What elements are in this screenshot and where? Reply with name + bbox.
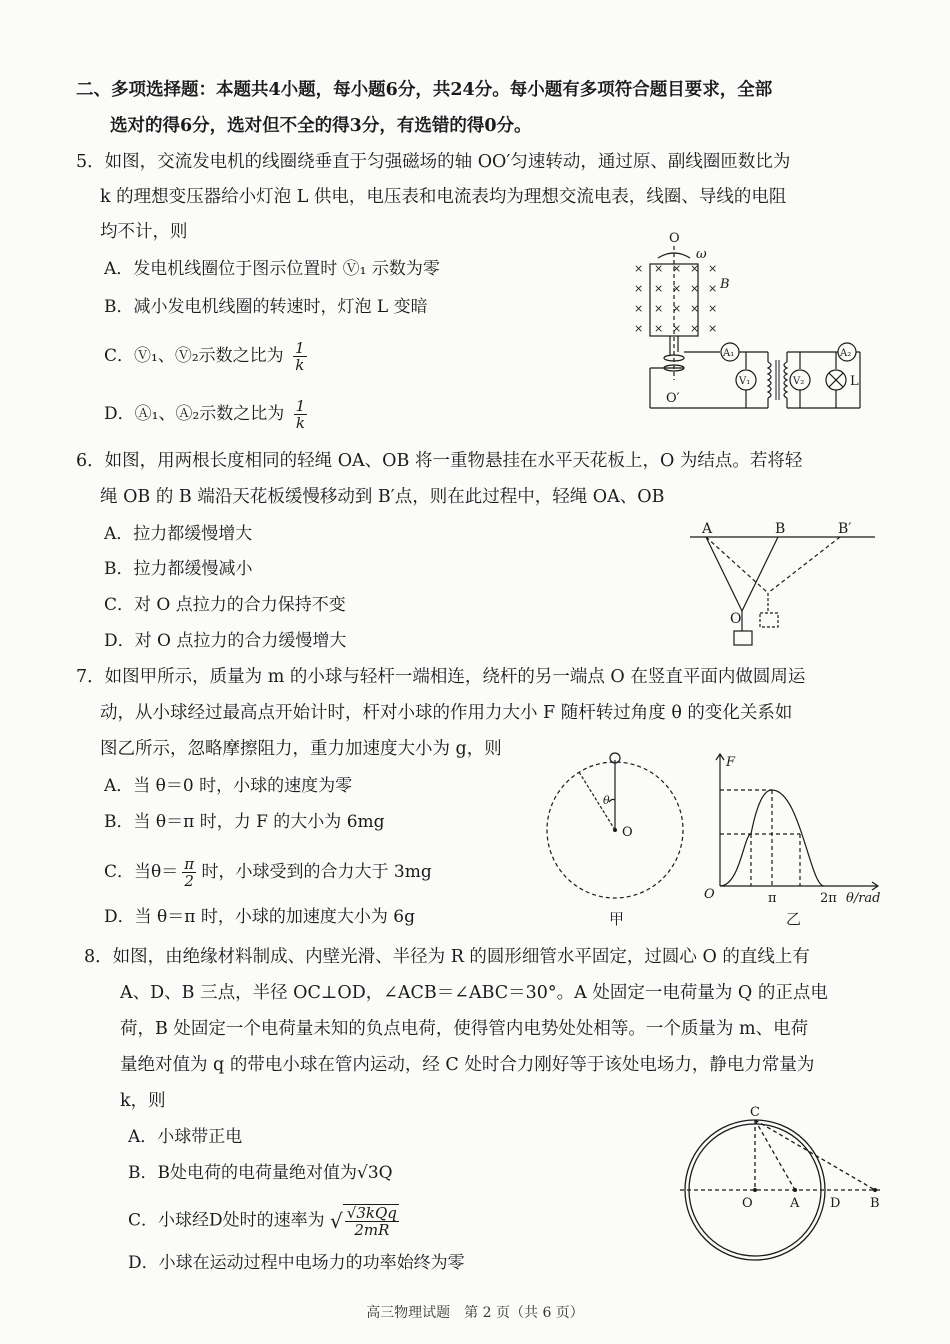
q8-option-a: A．小球带正电 — [128, 1127, 243, 1147]
q5-fig-label-a1: A₁ — [723, 348, 735, 359]
q7-option-c — [104, 856, 432, 889]
q7-fig-label-o: O — [622, 825, 633, 840]
q5-fig-label-omega: ω — [696, 247, 707, 262]
q5-fig-label-v1: V₁ — [739, 376, 751, 387]
q8-stem-line3: 荷，B 处固定一个电荷量未知的负点电荷，使得管内电势处处相等。一个质量为 m、电荷 — [120, 1019, 809, 1039]
svg-text:×: × — [634, 282, 644, 295]
q5-option-d-text: D．Ⓐ₁、Ⓐ₂示数之比为 — [104, 404, 285, 424]
svg-text:×: × — [708, 262, 718, 275]
q6-fig-label-a: A — [702, 521, 713, 537]
q5-option-b: B．减小发电机线圈的转速时，灯泡 L 变暗 — [104, 297, 428, 317]
svg-text:×: × — [690, 302, 700, 315]
q5-option-c-fraction: $\frac{1}{k}$ — [295, 339, 305, 374]
q5-fig-label-a2: A₂ — [840, 348, 852, 359]
q8-fig-label-d: D — [830, 1196, 841, 1211]
q7-stem-line2: 动，从小球经过最高点开始计时，杆对小球的作用力大小 F 随杆转过角度 θ 的变化关系如 — [100, 703, 793, 723]
q5-stem-line2: k 的理想变压器给小灯泡 L 供电，电压表和电流表均为理想交流电表，线圈、导线的电阻 — [100, 187, 787, 207]
q8-option-c-radical: $\frac{\text{√3kQq}}{2mR}$ — [343, 1204, 399, 1238]
q6-fig-label-o: O — [730, 611, 742, 627]
q7-circle-figure — [545, 748, 695, 933]
q6-option-a: A．拉力都缓慢增大 — [104, 524, 253, 544]
q7-option-d: D．当 θ＝π 时，小球的加速度大小为 6g — [104, 907, 415, 927]
q8-option-c — [128, 1204, 399, 1238]
svg-text:×: × — [708, 282, 718, 295]
svg-text:×: × — [654, 322, 664, 335]
q6-option-d: D．对 O 点拉力的合力缓慢增大 — [104, 631, 347, 651]
svg-text:×: × — [708, 322, 718, 335]
q8-option-c-radical-sign: √ — [330, 1209, 343, 1233]
q8-stem-line4: 量绝对值为 q 的带电小球在管内运动，经 C 处时合力刚好等于该处电场力，静电力常量为 — [120, 1055, 815, 1075]
q8-option-c-text: C．小球经D处时的速率为 — [128, 1210, 325, 1231]
q7-graph-tick-pi: π — [768, 891, 777, 906]
q6-option-b: B．拉力都缓慢减小 — [104, 559, 253, 579]
q7-stem-line3: 图乙所示，忽略摩擦阻力，重力加速度大小为 g，则 — [100, 739, 502, 759]
q5-option-a: A．发电机线圈位于图示位置时 Ⓥ₁ 示数为零 — [104, 259, 440, 279]
q8-fig-label-c: C — [750, 1105, 760, 1120]
q7-option-c-post: 时，小球受到的合力大于 3mg — [201, 862, 432, 882]
q8-stem-line1: 8．如图，由绝缘材料制成、内壁光滑、半径为 R 的圆形细管水平固定，过圆心 O 的直线上有 — [84, 947, 810, 967]
svg-text:×: × — [654, 262, 664, 275]
svg-text:×: × — [672, 262, 682, 275]
q5-fig-label-v2: V₂ — [793, 376, 805, 387]
svg-text:×: × — [690, 282, 700, 295]
svg-text:×: × — [672, 302, 682, 315]
svg-text:×: × — [634, 322, 644, 335]
q5-option-c — [104, 340, 307, 373]
q7-graph-label-f: F — [726, 755, 736, 770]
svg-text:×: × — [708, 302, 718, 315]
svg-text:×: × — [634, 302, 644, 315]
q5-fig-label-b: B — [720, 277, 730, 292]
q8-ring-figure — [680, 1100, 890, 1275]
q6-stem-line1: 6．如图，用两根长度相同的轻绳 OA、OB 将一重物悬挂在水平天花板上，O 为结点。若将轻 — [76, 451, 803, 471]
svg-text:×: × — [690, 322, 700, 335]
q7-option-c-fraction: $\frac{\pi}{2}$ — [184, 855, 195, 890]
svg-text:×: × — [654, 302, 664, 315]
q8-stem-line5: k，则 — [120, 1091, 166, 1111]
q6-option-c: C．对 O 点拉力的合力保持不变 — [104, 595, 346, 615]
q5-fig-label-o: O — [669, 231, 680, 246]
q7-fig-label-theta: θ — [603, 794, 610, 807]
q7-option-c-pre: C．当θ＝ — [104, 862, 179, 882]
q7-force-graph — [700, 748, 890, 933]
q6-stem-line2: 绳 OB 的 B 端沿天花板缓慢移动到 B′点，则在此过程中，轻绳 OA、OB — [100, 487, 665, 507]
svg-text:×: × — [654, 282, 664, 295]
q5-generator-figure — [628, 228, 868, 413]
q5-option-d — [104, 398, 307, 431]
q5-stem-line3: 均不计，则 — [100, 222, 188, 242]
section-header-line2: 选对的得6分，选对但不全的得3分，有选错的得0分。 — [110, 116, 532, 136]
section-header-line1: 二、多项选择题：本题共4小题，每小题6分，共24分。每小题有多项符合题目要求，全部 — [76, 80, 773, 100]
svg-text:×: × — [672, 282, 682, 295]
q5-stem-line1: 5．如图，交流发电机的线圈绕垂直于匀强磁场的轴 OO′匀速转动，通过原、副线圈匝数比为 — [76, 152, 791, 172]
q7-stem-line1: 7．如图甲所示，质量为 m 的小球与轻杆一端相连，绕杆的另一端点 O 在竖直平面内做圆周运 — [76, 667, 806, 687]
q7-graph-origin: O — [704, 887, 715, 902]
q8-fig-label-b: B — [870, 1196, 880, 1211]
q6-fig-label-b: B — [775, 521, 786, 537]
svg-text:×: × — [690, 262, 700, 275]
q5-fig-label-o-prime: O′ — [666, 391, 680, 406]
svg-text:×: × — [672, 322, 682, 335]
q6-fig-label-b-prime: B′ — [838, 521, 852, 537]
q5-option-c-text: C．Ⓥ₁、Ⓥ₂示数之比为 — [104, 346, 284, 366]
q7-option-a: A．当 θ＝0 时，小球的速度为零 — [104, 776, 353, 796]
svg-text:×: × — [634, 262, 644, 275]
q8-option-d: D．小球在运动过程中电场力的功率始终为零 — [128, 1253, 465, 1273]
q6-ceiling-figure — [680, 515, 880, 660]
q8-fig-label-o: O — [742, 1196, 753, 1211]
q7-option-b: B．当 θ＝π 时，力 F 的大小为 6mg — [104, 812, 385, 832]
q7-fig-label-yi: 乙 — [786, 910, 802, 928]
q7-graph-axis-label: θ/rad — [846, 891, 881, 906]
q5-fig-label-l: L — [850, 374, 859, 389]
q7-graph-tick-2pi: 2π — [820, 891, 837, 906]
q8-stem-line2: A、D、B 三点，半径 OC⊥OD，∠ACB＝∠ABC＝30°。A 处固定一电荷量为 Q 的正点电 — [120, 983, 828, 1003]
q8-fig-label-a: A — [790, 1196, 800, 1211]
q5-option-d-fraction: $\frac{1}{k}$ — [295, 397, 306, 432]
q7-fig-label-jia: 甲 — [609, 910, 625, 928]
page-footer: 高三物理试题 第 2 页（共 6 页） — [366, 1305, 584, 1321]
q8-option-b: B．B处电荷的电荷量绝对值为√3Q — [128, 1163, 393, 1183]
